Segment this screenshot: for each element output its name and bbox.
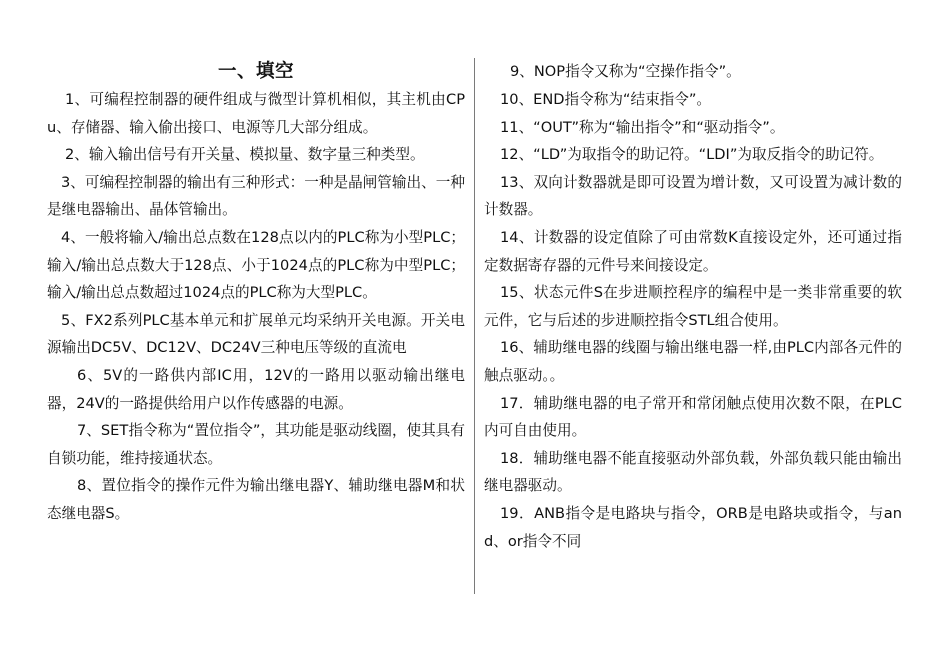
fill-blank-item-15: 15、状态元件S在步进顺控程序的编程中是一类非常重要的软元件，它与后述的步进顺控指令STL组合使用。 — [484, 284, 902, 329]
fill-blank-item-9: 9、NOP指令又称为“空操作指令”。 — [510, 63, 741, 80]
fill-blank-item-17: 17．辅助继电器的电子常开和常闭触点使用次数不限，在PLC内可自由使用。 — [484, 394, 902, 440]
fill-blank-item-18: 18．辅助继电器不能直接驱动外部负载，外部负载只能由输出继电器驱动。 — [484, 449, 902, 495]
fill-blank-item-14: 14、计数器的设定值除了可由常数K直接设定外，还可通过指定数据寄存器的元件号来间接设定。 — [484, 228, 902, 274]
fill-blank-item-6: 6、5V的一路供内部IC用，12V的一路用以驱动输出继电器，24V的一路提供给用户以作传感器的电源。 — [47, 366, 465, 412]
fill-blank-item-7: 7、SET指令称为“置位指令”，其功能是驱动线圈，使其具有自锁功能，维持接通状态。 — [47, 422, 465, 467]
fill-blank-item-8: 8、置位指令的操作元件为输出继电器Y、辅助继电器M和状态继电器S。 — [47, 477, 465, 522]
fill-blank-item-2: 2、输入输出信号有开关量、模拟量、数字量三种类型。 — [65, 146, 425, 164]
fill-blank-item-1: 1、可编程控制器的硬件组成与微型计算机相似，其主机由CPu、存储器、输入偷出接口、电源等几大部分组成。 — [47, 91, 465, 136]
left-column — [47, 58, 465, 528]
column-divider — [474, 58, 475, 594]
fill-blank-item-10: 10、END指令称为“结束指令”。 — [500, 91, 712, 108]
fill-blank-item-5: 5、FX2系列PLC基本单元和扩展单元均采纳开关电源。开关电源输出DC5V、DC12V、DC24V三种电压等级的直流电 — [47, 311, 465, 357]
fill-blank-item-16: 16、辅助继电器的线圈与输出继电器一样,由PLC内部各元件的触点驱动。。 — [484, 339, 902, 384]
fill-blank-item-13: 13、双向计数器就是即可设置为增计数，又可设置为减计数的计数器。 — [484, 173, 902, 219]
section-heading: 一、填空 — [217, 61, 294, 82]
fill-blank-item-12: 12、“LD”为取指令的助记符。“LDI”为取反指令的助记符。 — [500, 146, 884, 164]
fill-blank-item-11: 11、“OUT”称为“输出指令”和“驱动指令”。 — [500, 118, 785, 136]
fill-blank-item-4: 4、一般将输入/输出总点数在128点以内的PLC称为小型PLC；输入/输出总点数大于128点、小于1024点的PLC称为中型PLC；输入/输出总点数超过1024点的PLC称为大型PLC。 — [47, 228, 465, 302]
fill-blank-item-3: 3、可编程控制器的输出有三种形式：一种是晶闸管输出、一种是继电器输出、晶体管输出。 — [47, 173, 465, 219]
right-column — [484, 58, 902, 555]
fill-blank-item-19: 19．ANB指令是电路块与指令，ORB是电路块或指令，与and、or指令不同 — [484, 504, 902, 550]
